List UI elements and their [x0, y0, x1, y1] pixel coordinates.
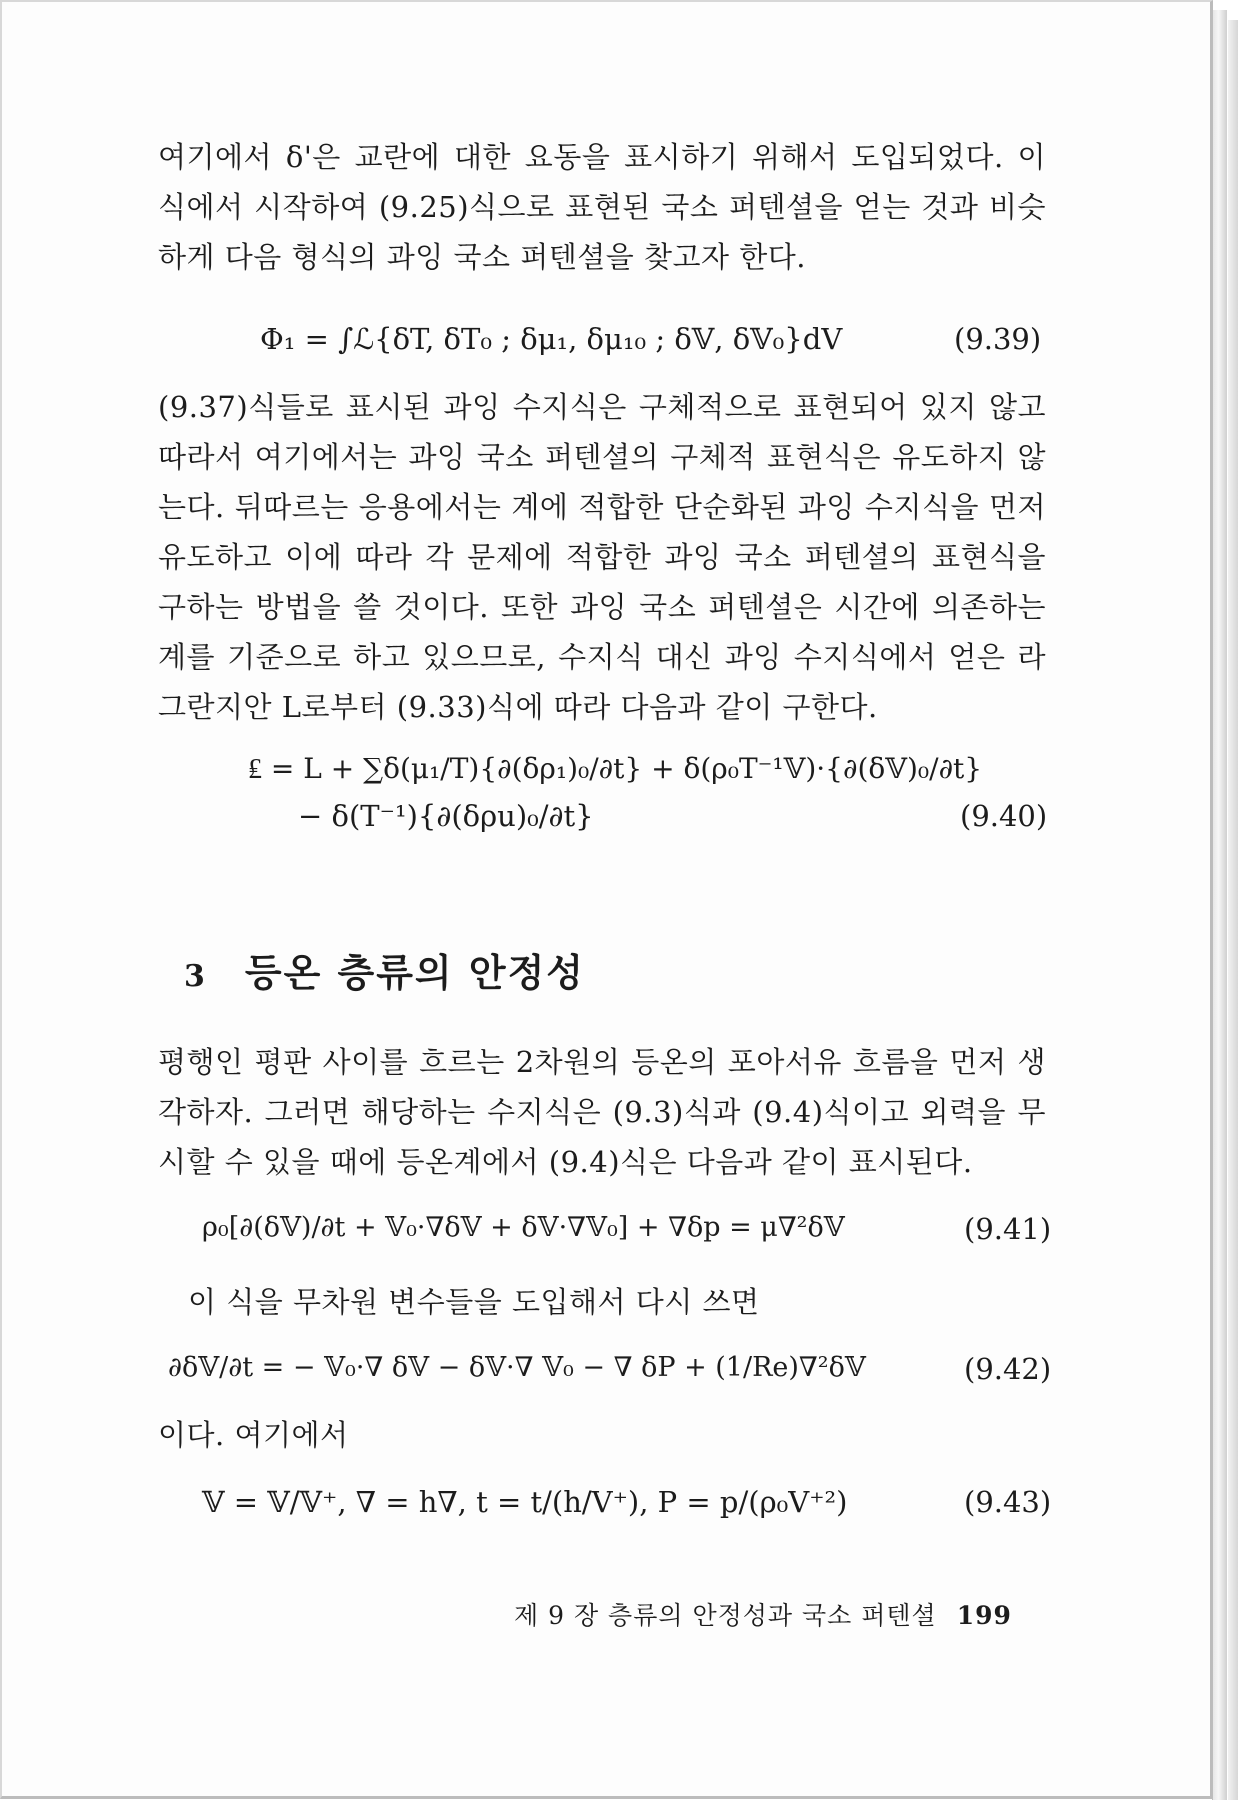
- section-number: 3: [184, 959, 207, 994]
- equation-number-9-42: (9.42): [964, 1352, 1052, 1386]
- paragraph-4: 이 식을 무차원 변수들을 도입해서 다시 쓰면: [188, 1285, 760, 1319]
- equation-number-9-39: (9.39): [954, 322, 1042, 356]
- page-number: 199: [956, 1601, 1012, 1630]
- equation-9-42: ∂δ𝕍/∂t = − 𝕍₀·∇ δ𝕍 − δ𝕍·∇ 𝕍₀ − ∇ δP + (1/Re)∇²δ𝕍: [168, 1352, 866, 1383]
- paragraph-2: (9.37)식들로 표시된 과잉 수지식은 구체적으로 표현되어 있지 않고 따라서 여기에서는 과잉 국소 퍼텐셜의 구체적 표현식은 유도하지 않는다. 뒤따르는 응용에서는 계에 적합한 단순화된 과잉 수지식을 먼저 유도하고 이에 따라 각 문제에 적합한 과잉 국소 퍼텐셜의 표현식을 구하는 방법을 쓸 것이다. 또한 과잉 국소 퍼텐셜은 시간에 의존하는 계를 기준으로 하고 있으므로, 수지식 대신 과잉 수지식에서 얻은 라그란지안 L로부터 (9.33)식에 따라 다음과 같이 구한다.: [158, 390, 1046, 724]
- paragraph-5: 이다. 여기에서: [158, 1418, 349, 1452]
- equation-9-39: Φ₁ = ∫ℒ{δT, δT₀ ; δμ₁, δμ₁₀ ; δ𝕍, δ𝕍₀}dV: [260, 322, 843, 356]
- equation-9-41: ρ₀[∂(δ𝕍)/∂t + 𝕍₀·∇δ𝕍 + δ𝕍·∇𝕍₀] + ∇δp = μ∇²δ𝕍: [202, 1212, 845, 1243]
- equation-9-43: 𝕍 = 𝕍/𝕍⁺, ∇ = h∇, t = t/(h/V⁺), P = p/(ρ₀V⁺²): [202, 1485, 848, 1519]
- equation-number-9-41: (9.41): [964, 1212, 1052, 1246]
- equation-9-40-line-2: − δ(T⁻¹){∂(δρu)₀/∂t}: [298, 799, 594, 833]
- equation-number-9-43: (9.43): [964, 1485, 1052, 1519]
- equation-number-9-40: (9.40): [960, 799, 1048, 833]
- page-footer: [514, 1596, 1012, 1632]
- section-title: 등온 층류의 안정성: [244, 950, 585, 995]
- paragraph-1: 여기에서 δ'은 교란에 대한 요동을 표시하기 위해서 도입되었다. 이 식에서 시작하여 (9.25)식으로 표현된 국소 퍼텐셜을 얻는 것과 비슷하게 다음 형식의 과잉 국소 퍼텐셜을 찾고자 한다.: [158, 140, 1046, 274]
- section-heading: [184, 942, 585, 997]
- equation-9-40-line-1: ₤ = L + ∑δ(μ₁/T){∂(δρ₁)₀/∂t} + δ(ρ₀T⁻¹𝕍)·{∂(δ𝕍)₀/∂t}: [248, 752, 983, 785]
- page-edge-shadow: [1212, 10, 1227, 1800]
- running-head: 제 9 장 층류의 안정성과 국소 퍼텐셜: [514, 1601, 937, 1630]
- page-edge-shadow-outer: [1228, 20, 1238, 1800]
- paragraph-3: 평행인 평판 사이를 흐르는 2차원의 등온의 포아서유 흐름을 먼저 생각하자. 그러면 해당하는 수지식은 (9.3)식과 (9.4)식이고 외력을 무시할 수 있을 때에 등온계에서 (9.4)식은 다음과 같이 표시된다.: [158, 1045, 1046, 1179]
